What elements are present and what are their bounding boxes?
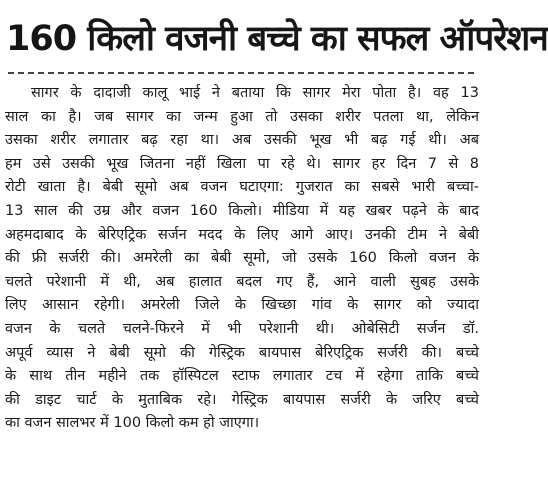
- article-line: के साथ तीन महीने तक हॉस्पिटल स्टाफ लगातार टच में रहेगा ताकि बच्चे: [5, 368, 479, 385]
- article-line: सागर के दादाजी कालू भाई ने बताया कि सागर मेरा पोता है। वह 13: [31, 85, 479, 101]
- article-line: अपूर्व व्यास ने बेबी सूमो की गेस्ट्रिक बायपास बेरिएट्रिक सर्जरी की। बच्चे: [5, 344, 479, 361]
- article-line: वजन के चलते चलने-फिरने में भी परेशानी थी। ओबेसिटी सर्जन डॉ.: [5, 320, 479, 337]
- headline: 160 किलो वजनी बच्चे का सफल ऑपरेशन: [6, 19, 548, 59]
- headline-divider: [8, 72, 474, 74]
- article-line: लिए आसान रहेगी। अमरेली जिले के खिच्छा गांव के सागर को ज्यादा: [5, 297, 479, 314]
- article-line: चलते परेशानी में थी, अब हालात बदल गए हैं, आने वाली सुबह उसके: [5, 273, 479, 290]
- article-line: की डाइट चार्ट के मुताबिक रहे। गेस्ट्रिक बायपास सर्जरी के जरिए बच्चे: [5, 391, 479, 408]
- article-line: साल का है। जब सागर का जन्म हुआ तो उसका शरीर पतला था, लेकिन: [5, 108, 479, 125]
- article-line: का वजन सालभर में 100 किलो कम हो जाएगा।: [5, 415, 260, 432]
- article-line: 13 साल की उम्र और वजन 160 किलो। मीडिया में यह खबर पढ़ने के बाद: [5, 202, 479, 219]
- article-line: रोटी खाता है। बेबी सूमो अब वजन घटाएगा: गुजरात का सबसे भारी बच्चा-: [5, 179, 479, 196]
- article-line: उसका शरीर लगातार बढ़ रहा था। अब उसकी भूख भी बढ़ गई थी। अब: [5, 132, 479, 149]
- article-body: [5, 82, 479, 436]
- article-line: अहमदाबाद के बेरिएट्रिक सर्जन मदद के लिए आगे आए। उनकी टीम ने बेबी: [5, 226, 479, 243]
- article-line: हम उसे उसकी भूख जितना नहीं खिला पा रहे थे। सागर हर दिन 7 से 8: [5, 155, 479, 172]
- article-line: की फ्री सर्जरी की। अमरेली का बेबी सूमो, जो उसके 160 किलो वजन के: [5, 250, 479, 267]
